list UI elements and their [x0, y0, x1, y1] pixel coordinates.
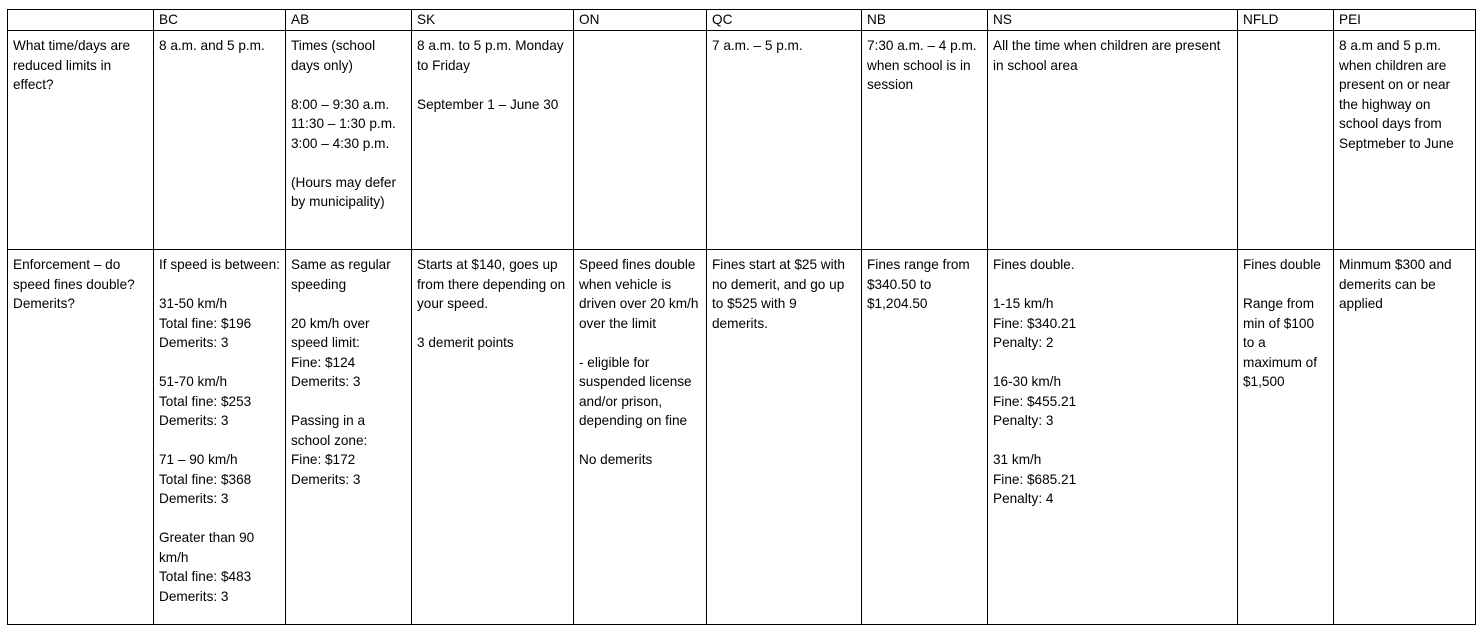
row-label-enforcement: Enforcement – do speed fines double? Demerits?	[8, 250, 154, 625]
cell-times-pei: 8 a.m and 5 p.m. when children are present on or near the highway on school days from Septmeber to June	[1334, 31, 1476, 250]
cell-times-sk: 8 a.m. to 5 p.m. Monday to Friday September 1 – June 30	[412, 31, 574, 250]
cell-times-nfld	[1238, 31, 1334, 250]
cell-times-nb: 7:30 a.m. – 4 p.m. when school is in session	[862, 31, 988, 250]
header-cell-nfld: NFLD	[1238, 10, 1334, 31]
header-cell-sk: SK	[412, 10, 574, 31]
header-cell-nb: NB	[862, 10, 988, 31]
cell-enforcement-ab: Same as regular speeding 20 km/h over speed limit: Fine: $124 Demerits: 3 Passing in a school zone: Fine: $172 Demerits: 3	[286, 250, 412, 625]
cell-enforcement-sk: Starts at $140, goes up from there depending on your speed. 3 demerit points	[412, 250, 574, 625]
header-cell-blank	[8, 10, 154, 31]
header-cell-bc: BC	[154, 10, 286, 31]
header-cell-qc: QC	[707, 10, 862, 31]
table-row-enforcement	[8, 250, 1476, 625]
header-row	[8, 10, 1476, 31]
cell-enforcement-nfld: Fines double Range from min of $100 to a maximum of $1,500	[1238, 250, 1334, 625]
cell-enforcement-pei: Minmum $300 and demerits can be applied	[1334, 250, 1476, 625]
header-cell-on: ON	[574, 10, 707, 31]
cell-times-qc: 7 a.m. – 5 p.m.	[707, 31, 862, 250]
cell-times-ab: Times (school days only) 8:00 – 9:30 a.m. 11:30 – 1:30 p.m. 3:00 – 4:30 p.m. (Hours may defer by municipality)	[286, 31, 412, 250]
cell-times-bc: 8 a.m. and 5 p.m.	[154, 31, 286, 250]
cell-times-on	[574, 31, 707, 250]
header-cell-ns: NS	[988, 10, 1238, 31]
cell-times-ns: All the time when children are present in school area	[988, 31, 1238, 250]
cell-enforcement-qc: Fines start at $25 with no demerit, and go up to $525 with 9 demerits.	[707, 250, 862, 625]
header-cell-pei: PEI	[1334, 10, 1476, 31]
header-cell-ab: AB	[286, 10, 412, 31]
school-zone-comparison-table	[7, 9, 1476, 625]
cell-enforcement-nb: Fines range from $340.50 to $1,204.50	[862, 250, 988, 625]
cell-enforcement-bc: If speed is between: 31-50 km/h Total fine: $196 Demerits: 3 51-70 km/h Total fine: $253 Demerits: 3 71 – 90 km/h Total fine: $368 Demerits: 3 Greater than 90 km/h Total fine: $483 Demerits: 3	[154, 250, 286, 625]
row-label-times: What time/days are reduced limits in effect?	[8, 31, 154, 250]
cell-enforcement-on: Speed fines double when vehicle is driven over 20 km/h over the limit - eligible for suspended license and/or prison, depending on fine No demerits	[574, 250, 707, 625]
cell-enforcement-ns: Fines double. 1-15 km/h Fine: $340.21 Penalty: 2 16-30 km/h Fine: $455.21 Penalty: 3 31 km/h Fine: $685.21 Penalty: 4	[988, 250, 1238, 625]
table-row-times	[8, 31, 1476, 250]
